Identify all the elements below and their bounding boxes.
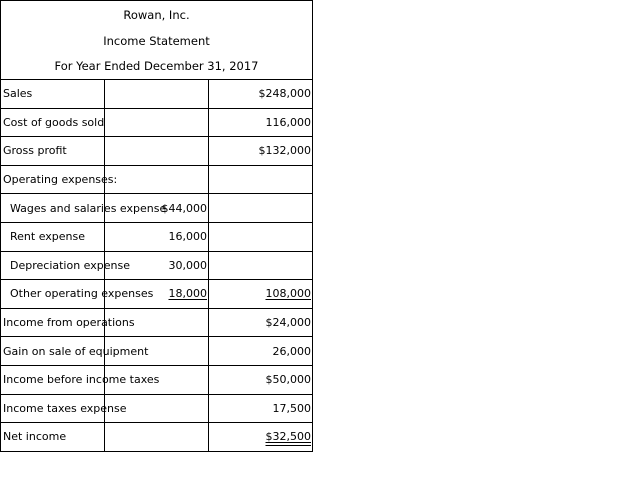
detail-amount-cell: $44,000: [105, 194, 209, 223]
detail-amount-cell: 16,000: [105, 222, 209, 251]
row-label: Depreciation expense: [1, 251, 105, 280]
row-label: Income taxes expense: [1, 394, 105, 423]
row-depreciation-expense: [1, 251, 313, 280]
row-gain-on-sale-of-equipment: [1, 337, 313, 366]
underlined-amount: 108,000: [265, 287, 311, 301]
row-operating-expenses-heading: [1, 165, 313, 194]
total-amount-cell: [209, 222, 313, 251]
detail-amount-cell: [105, 423, 209, 452]
statement-title: Income Statement: [1, 28, 313, 53]
total-amount-cell: 116,000: [209, 108, 313, 137]
detail-amount-cell: [105, 165, 209, 194]
underlined-amount: 18,000: [168, 287, 207, 301]
total-amount-cell: [209, 194, 313, 223]
row-income-from-operations: [1, 308, 313, 337]
row-label: Wages and salaries expense: [1, 194, 105, 223]
row-other-operating-expenses: [1, 280, 313, 309]
header-row-company: [1, 1, 313, 29]
total-amount-cell: 26,000: [209, 337, 313, 366]
row-label: Other operating expenses: [1, 280, 105, 309]
total-amount-cell: [209, 165, 313, 194]
detail-amount-cell: 30,000: [105, 251, 209, 280]
row-label: Income before income taxes: [1, 365, 105, 394]
income-statement-table: [0, 0, 313, 452]
header-row-period: [1, 53, 313, 80]
row-label: Gain on sale of equipment: [1, 337, 105, 366]
row-label: Net income: [1, 423, 105, 452]
row-label: Gross profit: [1, 137, 105, 166]
total-amount-cell: $50,000: [209, 365, 313, 394]
total-amount-cell: 17,500: [209, 394, 313, 423]
row-label: Rent expense: [1, 222, 105, 251]
detail-amount-cell: [105, 80, 209, 109]
total-amount-cell: $248,000: [209, 80, 313, 109]
row-label: Sales: [1, 80, 105, 109]
detail-amount-cell: [105, 108, 209, 137]
row-cost-of-goods-sold: [1, 108, 313, 137]
company-name: Rowan, Inc.: [1, 1, 313, 29]
header-row-title: [1, 28, 313, 53]
row-label: Income from operations: [1, 308, 105, 337]
row-sales: [1, 80, 313, 109]
row-net-income: [1, 423, 313, 452]
detail-amount-cell: [105, 137, 209, 166]
total-amount-cell: $24,000: [209, 308, 313, 337]
total-amount-cell: $132,000: [209, 137, 313, 166]
row-rent-expense: [1, 222, 313, 251]
row-income-taxes-expense: [1, 394, 313, 423]
row-label: Cost of goods sold: [1, 108, 105, 137]
total-amount-cell: [209, 423, 313, 452]
double-underlined-amount: $32,500: [265, 430, 311, 444]
statement-period: For Year Ended December 31, 2017: [1, 53, 313, 80]
total-amount-cell: [209, 251, 313, 280]
row-income-before-income-taxes: [1, 365, 313, 394]
row-wages-salaries-expense: [1, 194, 313, 223]
row-gross-profit: [1, 137, 313, 166]
total-amount-cell: [209, 280, 313, 309]
row-label: Operating expenses:: [1, 165, 105, 194]
